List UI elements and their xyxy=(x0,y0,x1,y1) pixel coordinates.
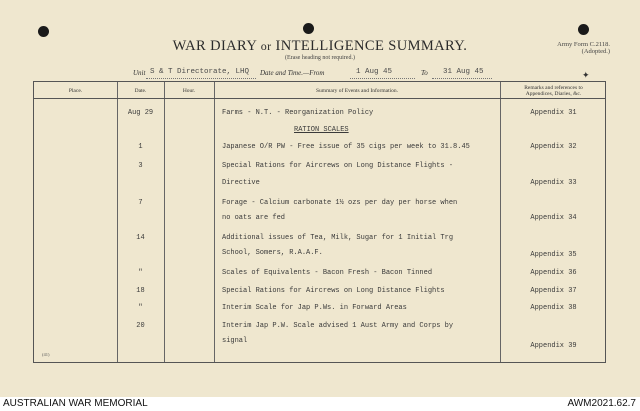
entry-summary-line: no oats are fed xyxy=(222,214,286,222)
entry-summary-line: Special Rations for Aircrews on Long Distance Flights xyxy=(222,287,445,295)
entry-summary-line: signal xyxy=(222,337,248,345)
title-or: or xyxy=(260,39,272,53)
handwritten-mark: ✦ xyxy=(582,70,590,80)
punch-hole-center xyxy=(303,23,314,34)
header-summary: Summary of Events and Information. xyxy=(315,87,399,94)
date-from: 1 Aug 45 xyxy=(356,68,393,76)
entry-appendix: Appendix 36 xyxy=(530,269,577,277)
entry-appendix: Appendix 33 xyxy=(530,179,577,187)
entry-summary-line: Interim Jap P.W. Scale advised 1 Aust Army and Corps by xyxy=(222,322,454,330)
entry-date: " xyxy=(138,269,143,277)
entry-date: 18 xyxy=(136,287,145,295)
entry-summary-line: Directive xyxy=(222,179,260,187)
page-title xyxy=(0,38,640,55)
entry-appendix: Appendix 39 xyxy=(530,342,577,350)
footer-accession-number: AWM2021.62.7 xyxy=(567,398,636,409)
header-hour: Hour. xyxy=(182,87,196,94)
archive-footer xyxy=(0,397,640,411)
title-war-diary: WAR DIARY xyxy=(172,38,257,54)
entry-date: 3 xyxy=(138,162,143,170)
diary-table xyxy=(33,81,606,363)
entry-summary-line: Scales of Equivalents - Bacon Fresh - Bacon Tinned xyxy=(222,269,433,277)
section-heading-ration-scales: RATION SCALES xyxy=(294,126,349,134)
entry-summary-line: Special Rations for Aircrews on Long Distance Flights - xyxy=(222,162,454,170)
entry-summary-line: Forage - Calcium carbonate 1½ ozs per day per horse when xyxy=(222,199,458,207)
entry-date: 7 xyxy=(138,199,143,207)
entry-date: " xyxy=(138,304,143,312)
entry-summary-line: School, Somers, R.A.A.F. xyxy=(222,249,323,257)
entry-appendix: Appendix 35 xyxy=(530,251,577,259)
to-label: To xyxy=(421,69,428,77)
army-form-adopted: (Adopted.) xyxy=(581,48,610,55)
date-to: 31 Aug 45 xyxy=(443,68,484,76)
entry-summary-line: Interim Scale for Jap P.Ws. in Forward Areas xyxy=(222,304,407,312)
entry-summary-line: Additional issues of Tea, Milk, Sugar for 1 Initial Trg xyxy=(222,234,454,242)
header-date: Date. xyxy=(134,87,147,94)
header-remarks-line2: Appendices, Diaries, &c. xyxy=(525,90,582,97)
header-place: Place. xyxy=(68,87,83,94)
punch-hole-left xyxy=(38,26,49,37)
table-header xyxy=(34,82,605,99)
punch-hole-right xyxy=(578,24,589,35)
army-form-number: Army Form C.2118. xyxy=(557,41,610,48)
entry-appendix: Appendix 32 xyxy=(530,143,577,151)
subtitle: (Erase heading not required.) xyxy=(285,55,355,61)
footer-institution: AUSTRALIAN WAR MEMORIAL xyxy=(3,398,148,409)
title-intelligence-summary: INTELLIGENCE SUMMARY. xyxy=(275,38,468,54)
unit-label: Unit xyxy=(133,69,146,77)
header-remarks xyxy=(500,82,607,99)
date-time-label: Date and Time.—From xyxy=(260,69,325,77)
entry-date: 1 xyxy=(138,143,143,151)
header-remarks-line1: Remarks and references to xyxy=(524,84,583,91)
entry-date: 14 xyxy=(136,234,145,242)
printer-mark: (41) xyxy=(42,352,50,357)
entry-date: 20 xyxy=(136,322,145,330)
unit-value: S & T Directorate, LHQ xyxy=(150,68,250,76)
entry-appendix: Appendix 34 xyxy=(530,214,577,222)
entry-appendix: Appendix 37 xyxy=(530,287,577,295)
entry-summary-line: Farms - N.T. - Reorganization Policy xyxy=(222,109,374,117)
entry-summary-line: Japanese O/R PW - Free issue of 35 cigs per week to 31.8.45 xyxy=(222,143,470,151)
entry-appendix: Appendix 31 xyxy=(530,109,577,117)
entry-appendix: Appendix 38 xyxy=(530,304,577,312)
unit-date-line xyxy=(0,69,640,81)
entry-date: Aug 29 xyxy=(127,109,154,117)
